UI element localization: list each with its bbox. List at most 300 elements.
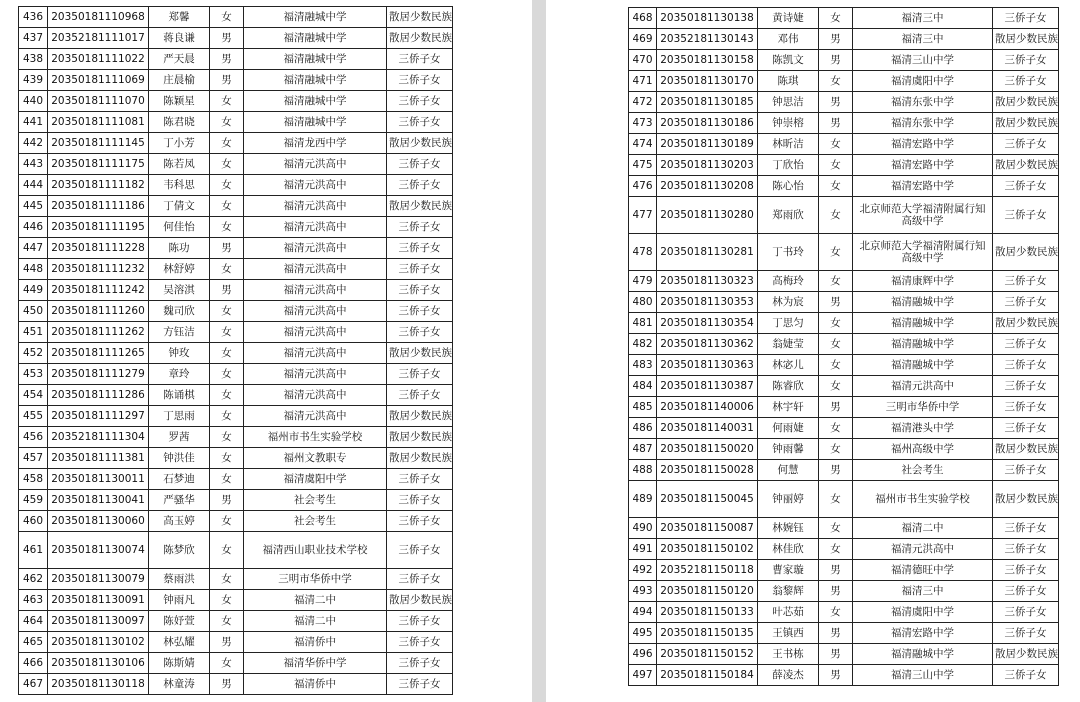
cell-name: 郑馨 <box>149 7 210 28</box>
cell-name: 陈琪 <box>758 71 819 92</box>
cell-category: 三侨子女 <box>387 175 453 196</box>
cell-id: 20350181130203 <box>657 155 758 176</box>
page-divider <box>532 0 546 702</box>
cell-id: 20350181111186 <box>48 196 149 217</box>
cell-gender: 女 <box>210 343 244 364</box>
cell-school: 福清元洪高中 <box>244 217 387 238</box>
cell-category: 三侨子女 <box>993 518 1059 539</box>
cell-no: 460 <box>19 511 48 532</box>
cell-id: 20350181111286 <box>48 385 149 406</box>
cell-school: 福清华侨中学 <box>244 653 387 674</box>
table-row <box>19 217 453 238</box>
cell-id: 20350181130074 <box>48 532 149 569</box>
cell-name: 钟崇榕 <box>758 113 819 134</box>
cell-gender: 女 <box>819 234 853 271</box>
table-row <box>629 518 1059 539</box>
table-row <box>629 460 1059 481</box>
cell-id: 20350181130363 <box>657 355 758 376</box>
cell-id: 20350181130362 <box>657 334 758 355</box>
cell-no: 496 <box>629 644 657 665</box>
right-table <box>628 7 1059 686</box>
cell-school: 社会考生 <box>853 460 993 481</box>
table-row <box>629 234 1059 271</box>
cell-gender: 女 <box>210 653 244 674</box>
cell-school: 福清宏路中学 <box>853 176 993 197</box>
table-row <box>629 644 1059 665</box>
table-row <box>629 8 1059 29</box>
cell-name: 林宇轩 <box>758 397 819 418</box>
cell-gender: 女 <box>210 7 244 28</box>
cell-school: 北京师范大学福清附属行知高级中学 <box>853 197 993 234</box>
cell-category: 散居少数民族 <box>387 196 453 217</box>
cell-gender: 男 <box>819 29 853 50</box>
cell-school: 福清融城中学 <box>244 7 387 28</box>
cell-name: 陈梦欣 <box>149 532 210 569</box>
cell-gender: 男 <box>210 28 244 49</box>
cell-no: 481 <box>629 313 657 334</box>
cell-school: 福清元洪高中 <box>244 280 387 301</box>
cell-name: 林舒婷 <box>149 259 210 280</box>
cell-school: 福清融城中学 <box>853 355 993 376</box>
cell-category: 三侨子女 <box>993 176 1059 197</box>
cell-no: 483 <box>629 355 657 376</box>
cell-school: 福清三中 <box>853 581 993 602</box>
cell-gender: 女 <box>819 8 853 29</box>
cell-no: 446 <box>19 217 48 238</box>
cell-category: 三侨子女 <box>387 112 453 133</box>
cell-category: 三侨子女 <box>993 197 1059 234</box>
table-row <box>19 511 453 532</box>
table-row <box>19 112 453 133</box>
cell-gender: 女 <box>210 611 244 632</box>
cell-no: 456 <box>19 427 48 448</box>
cell-no: 461 <box>19 532 48 569</box>
cell-name: 石梦迪 <box>149 469 210 490</box>
cell-gender: 女 <box>210 427 244 448</box>
cell-school: 福清三中 <box>853 29 993 50</box>
cell-no: 485 <box>629 397 657 418</box>
cell-gender: 女 <box>210 175 244 196</box>
table-row <box>629 29 1059 50</box>
cell-school: 福清二中 <box>244 611 387 632</box>
cell-no: 464 <box>19 611 48 632</box>
cell-gender: 女 <box>210 590 244 611</box>
cell-school: 福州市书生实验学校 <box>244 427 387 448</box>
cell-no: 488 <box>629 460 657 481</box>
cell-school: 福清元洪高中 <box>244 154 387 175</box>
cell-school: 福清融城中学 <box>244 28 387 49</box>
table-row <box>629 134 1059 155</box>
cell-school: 福清元洪高中 <box>244 406 387 427</box>
cell-name: 陈心怡 <box>758 176 819 197</box>
cell-name: 翁婕莹 <box>758 334 819 355</box>
cell-gender: 女 <box>210 259 244 280</box>
cell-category: 三侨子女 <box>387 569 453 590</box>
cell-school: 福清三山中学 <box>853 665 993 686</box>
cell-school: 福清康辉中学 <box>853 271 993 292</box>
cell-gender: 女 <box>819 134 853 155</box>
cell-name: 陈斯婧 <box>149 653 210 674</box>
cell-name: 林童涛 <box>149 674 210 695</box>
cell-no: 467 <box>19 674 48 695</box>
cell-name: 钟玫 <box>149 343 210 364</box>
cell-gender: 男 <box>819 560 853 581</box>
cell-gender: 女 <box>819 518 853 539</box>
cell-no: 459 <box>19 490 48 511</box>
cell-category: 散居少数民族 <box>387 427 453 448</box>
cell-category: 三侨子女 <box>993 581 1059 602</box>
cell-gender: 女 <box>210 301 244 322</box>
table-row <box>629 155 1059 176</box>
cell-school: 三明市华侨中学 <box>853 397 993 418</box>
cell-name: 丁倩文 <box>149 196 210 217</box>
table-row <box>19 569 453 590</box>
table-row <box>19 70 453 91</box>
cell-no: 476 <box>629 176 657 197</box>
cell-category: 三侨子女 <box>387 364 453 385</box>
cell-category: 三侨子女 <box>993 292 1059 313</box>
cell-category: 散居少数民族 <box>387 406 453 427</box>
cell-school: 福清三山中学 <box>853 50 993 71</box>
cell-id: 20350181111175 <box>48 154 149 175</box>
cell-name: 魏司欣 <box>149 301 210 322</box>
cell-gender: 女 <box>819 355 853 376</box>
cell-school: 福清元洪高中 <box>244 322 387 343</box>
table-row <box>19 238 453 259</box>
cell-id: 20350181130138 <box>657 8 758 29</box>
table-row <box>19 674 453 695</box>
cell-category: 三侨子女 <box>993 418 1059 439</box>
cell-id: 20350181150087 <box>657 518 758 539</box>
cell-category: 散居少数民族 <box>993 439 1059 460</box>
cell-id: 20350181111232 <box>48 259 149 280</box>
cell-no: 495 <box>629 623 657 644</box>
cell-id: 20350181111069 <box>48 70 149 91</box>
cell-gender: 女 <box>819 176 853 197</box>
cell-id: 20350181140006 <box>657 397 758 418</box>
table-row <box>19 590 453 611</box>
cell-gender: 男 <box>819 665 853 686</box>
cell-no: 492 <box>629 560 657 581</box>
cell-school: 福清二中 <box>244 590 387 611</box>
cell-category: 散居少数民族 <box>993 234 1059 271</box>
cell-gender: 女 <box>210 569 244 590</box>
cell-gender: 女 <box>819 313 853 334</box>
cell-category: 三侨子女 <box>993 334 1059 355</box>
table-row <box>629 355 1059 376</box>
table-row <box>19 343 453 364</box>
cell-id: 20350181130208 <box>657 176 758 197</box>
cell-school: 福清融城中学 <box>853 292 993 313</box>
cell-id: 20350181130041 <box>48 490 149 511</box>
cell-gender: 女 <box>819 602 853 623</box>
cell-no: 472 <box>629 92 657 113</box>
cell-name: 郑雨欣 <box>758 197 819 234</box>
cell-category: 三侨子女 <box>993 460 1059 481</box>
cell-name: 陈妤萱 <box>149 611 210 632</box>
cell-school: 福清融城中学 <box>244 91 387 112</box>
cell-name: 蒋良谦 <box>149 28 210 49</box>
cell-category: 三侨子女 <box>993 623 1059 644</box>
cell-gender: 男 <box>210 632 244 653</box>
cell-category: 三侨子女 <box>993 665 1059 686</box>
cell-gender: 男 <box>819 623 853 644</box>
cell-school: 福清港头中学 <box>853 418 993 439</box>
cell-id: 20350181111081 <box>48 112 149 133</box>
cell-category: 三侨子女 <box>387 91 453 112</box>
cell-category: 三侨子女 <box>993 71 1059 92</box>
cell-category: 三侨子女 <box>387 238 453 259</box>
cell-no: 439 <box>19 70 48 91</box>
cell-school: 福清融城中学 <box>853 334 993 355</box>
cell-no: 443 <box>19 154 48 175</box>
cell-category: 散居少数民族 <box>993 313 1059 334</box>
cell-id: 20350181130102 <box>48 632 149 653</box>
cell-no: 494 <box>629 602 657 623</box>
cell-name: 钟洪佳 <box>149 448 210 469</box>
cell-no: 457 <box>19 448 48 469</box>
cell-no: 487 <box>629 439 657 460</box>
cell-id: 20350181130060 <box>48 511 149 532</box>
cell-school: 福清二中 <box>853 518 993 539</box>
cell-name: 吴溶淇 <box>149 280 210 301</box>
table-row <box>629 418 1059 439</box>
cell-category: 三侨子女 <box>387 322 453 343</box>
cell-school: 社会考生 <box>244 511 387 532</box>
cell-gender: 男 <box>210 490 244 511</box>
cell-no: 479 <box>629 271 657 292</box>
cell-name: 丁书玲 <box>758 234 819 271</box>
table-row <box>629 271 1059 292</box>
table-row <box>19 632 453 653</box>
cell-gender: 女 <box>819 155 853 176</box>
cell-gender: 女 <box>210 196 244 217</box>
cell-no: 478 <box>629 234 657 271</box>
cell-gender: 男 <box>210 280 244 301</box>
cell-no: 471 <box>629 71 657 92</box>
cell-name: 曹家璇 <box>758 560 819 581</box>
cell-no: 466 <box>19 653 48 674</box>
cell-no: 453 <box>19 364 48 385</box>
cell-school: 福清宏路中学 <box>853 134 993 155</box>
cell-gender: 女 <box>210 364 244 385</box>
cell-category: 三侨子女 <box>387 301 453 322</box>
cell-school: 福清东张中学 <box>853 92 993 113</box>
cell-id: 20350181111265 <box>48 343 149 364</box>
table-row <box>629 581 1059 602</box>
cell-no: 454 <box>19 385 48 406</box>
cell-no: 451 <box>19 322 48 343</box>
table-row <box>19 154 453 175</box>
table-row <box>629 50 1059 71</box>
cell-id: 20350181130387 <box>657 376 758 397</box>
cell-category: 三侨子女 <box>387 674 453 695</box>
cell-category: 散居少数民族 <box>993 644 1059 665</box>
cell-gender: 男 <box>210 674 244 695</box>
cell-school: 福清西山职业技术学校 <box>244 532 387 569</box>
cell-id: 20350181150133 <box>657 602 758 623</box>
cell-id: 20350181130186 <box>657 113 758 134</box>
cell-category: 三侨子女 <box>993 8 1059 29</box>
cell-id: 20352181150118 <box>657 560 758 581</box>
cell-category: 散居少数民族 <box>387 590 453 611</box>
cell-category: 散居少数民族 <box>387 448 453 469</box>
cell-gender: 女 <box>819 197 853 234</box>
table-row <box>19 469 453 490</box>
table-row <box>629 71 1059 92</box>
cell-id: 20350181140031 <box>657 418 758 439</box>
cell-category: 散居少数民族 <box>387 28 453 49</box>
cell-gender: 女 <box>819 334 853 355</box>
cell-no: 438 <box>19 49 48 70</box>
table-row <box>629 602 1059 623</box>
cell-no: 491 <box>629 539 657 560</box>
cell-id: 20350181130106 <box>48 653 149 674</box>
cell-name: 陈凯文 <box>758 50 819 71</box>
table-row <box>629 197 1059 234</box>
table-row <box>19 448 453 469</box>
cell-category: 三侨子女 <box>387 469 453 490</box>
cell-no: 450 <box>19 301 48 322</box>
cell-school: 福清元洪高中 <box>853 539 993 560</box>
table-row <box>19 49 453 70</box>
table-row <box>19 406 453 427</box>
cell-category: 三侨子女 <box>993 539 1059 560</box>
cell-school: 福州高级中学 <box>853 439 993 460</box>
cell-no: 445 <box>19 196 48 217</box>
table-row <box>19 490 453 511</box>
cell-no: 449 <box>19 280 48 301</box>
cell-school: 福州市书生实验学校 <box>853 481 993 518</box>
cell-no: 474 <box>629 134 657 155</box>
cell-name: 林佳欣 <box>758 539 819 560</box>
cell-id: 20350181150102 <box>657 539 758 560</box>
cell-name: 邓伟 <box>758 29 819 50</box>
cell-id: 20350181110968 <box>48 7 149 28</box>
cell-no: 442 <box>19 133 48 154</box>
cell-category: 散居少数民族 <box>993 481 1059 518</box>
cell-gender: 女 <box>819 539 853 560</box>
table-row <box>19 322 453 343</box>
table-row <box>19 280 453 301</box>
cell-school: 福清虞阳中学 <box>853 71 993 92</box>
cell-category: 散居少数民族 <box>993 113 1059 134</box>
cell-name: 陈若凤 <box>149 154 210 175</box>
table-row <box>629 176 1059 197</box>
cell-no: 444 <box>19 175 48 196</box>
cell-id: 20350181111262 <box>48 322 149 343</box>
cell-gender: 女 <box>210 91 244 112</box>
table-row <box>629 92 1059 113</box>
table-row <box>19 364 453 385</box>
cell-id: 20350181130097 <box>48 611 149 632</box>
cell-school: 社会考生 <box>244 490 387 511</box>
cell-id: 20350181150045 <box>657 481 758 518</box>
cell-name: 高梅玲 <box>758 271 819 292</box>
cell-name: 钟丽婷 <box>758 481 819 518</box>
cell-category: 三侨子女 <box>387 632 453 653</box>
cell-category: 散居少数民族 <box>387 133 453 154</box>
cell-no: 484 <box>629 376 657 397</box>
cell-id: 20350181130158 <box>657 50 758 71</box>
cell-id: 20350181130281 <box>657 234 758 271</box>
cell-gender: 男 <box>819 397 853 418</box>
table-row <box>19 28 453 49</box>
cell-name: 陈睿欣 <box>758 376 819 397</box>
cell-name: 严骚华 <box>149 490 210 511</box>
cell-no: 462 <box>19 569 48 590</box>
cell-id: 20350181111145 <box>48 133 149 154</box>
cell-id: 20350181130118 <box>48 674 149 695</box>
cell-gender: 男 <box>819 92 853 113</box>
cell-school: 福清融城中学 <box>244 49 387 70</box>
cell-school: 福清侨中 <box>244 632 387 653</box>
cell-gender: 女 <box>819 271 853 292</box>
cell-category: 三侨子女 <box>993 355 1059 376</box>
cell-name: 丁思雨 <box>149 406 210 427</box>
cell-id: 20352181111304 <box>48 427 149 448</box>
cell-gender: 女 <box>819 71 853 92</box>
cell-school: 福州文教职专 <box>244 448 387 469</box>
cell-id: 20350181111381 <box>48 448 149 469</box>
cell-name: 黄诗婕 <box>758 8 819 29</box>
cell-no: 436 <box>19 7 48 28</box>
cell-no: 482 <box>629 334 657 355</box>
table-row <box>629 376 1059 397</box>
cell-name: 王镇西 <box>758 623 819 644</box>
cell-school: 福清德旺中学 <box>853 560 993 581</box>
cell-id: 20350181130353 <box>657 292 758 313</box>
cell-gender: 男 <box>210 49 244 70</box>
cell-no: 477 <box>629 197 657 234</box>
cell-category: 散居少数民族 <box>993 155 1059 176</box>
cell-id: 20350181150120 <box>657 581 758 602</box>
cell-name: 钟雨馨 <box>758 439 819 460</box>
cell-school: 福清元洪高中 <box>244 343 387 364</box>
cell-no: 490 <box>629 518 657 539</box>
cell-category: 三侨子女 <box>993 602 1059 623</box>
cell-id: 20350181111182 <box>48 175 149 196</box>
cell-name: 林宓儿 <box>758 355 819 376</box>
table-row <box>629 439 1059 460</box>
cell-gender: 女 <box>210 154 244 175</box>
cell-category: 散居少数民族 <box>993 29 1059 50</box>
cell-no: 455 <box>19 406 48 427</box>
cell-no: 493 <box>629 581 657 602</box>
cell-gender: 女 <box>210 112 244 133</box>
table-row <box>629 665 1059 686</box>
cell-school: 福清元洪高中 <box>244 385 387 406</box>
cell-category: 三侨子女 <box>387 259 453 280</box>
table-row <box>19 196 453 217</box>
cell-id: 20350181111195 <box>48 217 149 238</box>
cell-gender: 女 <box>819 376 853 397</box>
cell-no: 470 <box>629 50 657 71</box>
cell-id: 20350181111228 <box>48 238 149 259</box>
cell-category: 三侨子女 <box>993 560 1059 581</box>
table-row <box>19 91 453 112</box>
cell-name: 丁欣怡 <box>758 155 819 176</box>
cell-category: 三侨子女 <box>993 376 1059 397</box>
cell-name: 陈功 <box>149 238 210 259</box>
cell-id: 20350181150028 <box>657 460 758 481</box>
cell-category: 三侨子女 <box>387 611 453 632</box>
cell-school: 福清元洪高中 <box>244 259 387 280</box>
cell-id: 20350181150020 <box>657 439 758 460</box>
cell-gender: 男 <box>210 238 244 259</box>
cell-no: 463 <box>19 590 48 611</box>
cell-id: 20350181130354 <box>657 313 758 334</box>
